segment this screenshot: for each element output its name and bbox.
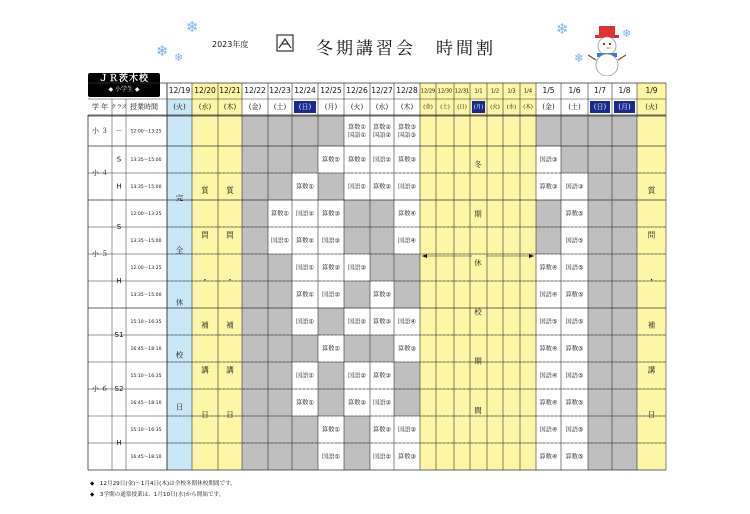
closed-column bbox=[167, 99, 192, 470]
gray-cell bbox=[344, 281, 370, 308]
time-label: 13:35～15:00 bbox=[130, 185, 162, 190]
weekday-label: (火) bbox=[645, 103, 658, 111]
weekday-label: (水) bbox=[198, 103, 212, 111]
gray-cell bbox=[242, 443, 268, 470]
gray-cell bbox=[612, 200, 637, 227]
weekday-label: (水) bbox=[375, 103, 389, 111]
winter-break-label: 休 bbox=[474, 258, 482, 268]
weekday-label: (火) bbox=[490, 104, 500, 111]
lesson-label: 国語③ bbox=[398, 426, 416, 434]
lesson-cell bbox=[370, 116, 394, 146]
lesson-label: 算数③ bbox=[373, 291, 391, 299]
date-label: 12/20 bbox=[194, 86, 216, 95]
holiday-column bbox=[454, 83, 470, 470]
review-day-label: 質 bbox=[226, 185, 234, 195]
lesson-label: 国語⑤ bbox=[565, 372, 584, 380]
lesson-label: 国語① bbox=[322, 453, 340, 461]
weekday-label: (金) bbox=[248, 103, 262, 111]
review-day-label: 講 bbox=[201, 365, 209, 375]
lesson-label: 算数① bbox=[296, 399, 314, 407]
lesson-label: 国語⑤ bbox=[565, 264, 584, 272]
lesson-label: 国語① bbox=[296, 264, 314, 272]
gray-cell bbox=[612, 281, 637, 308]
lesson-label: 算数③ bbox=[539, 183, 558, 191]
lesson-label: 国語④ bbox=[539, 291, 558, 299]
lesson-label: 算数① bbox=[322, 156, 340, 164]
date-label: 1/8 bbox=[618, 86, 631, 95]
weekday-label: (月) bbox=[473, 104, 484, 111]
gray-cell bbox=[242, 200, 268, 227]
note-line: ◆ 12月29日(金)～1月4日(木)は全校冬期休校期間です。 bbox=[90, 481, 236, 487]
time-label: 15:10～16:35 bbox=[130, 428, 162, 433]
holiday-column bbox=[436, 83, 454, 470]
time-label: 13:35～15:00 bbox=[130, 158, 162, 163]
lesson-label: 国語① bbox=[348, 183, 366, 191]
gray-cell bbox=[588, 335, 612, 362]
lesson-label: 国語④ bbox=[398, 237, 416, 245]
review-day-label: ・ bbox=[226, 275, 234, 285]
gray-cell bbox=[268, 173, 292, 200]
grade-label: 小 ３ bbox=[91, 127, 109, 135]
gray-cell bbox=[242, 362, 268, 389]
gray-cell bbox=[242, 389, 268, 416]
review-day-label: 日 bbox=[647, 410, 656, 420]
gray-cell bbox=[268, 254, 292, 281]
lesson-label: 国語② bbox=[322, 291, 340, 299]
gray-cell bbox=[612, 308, 637, 335]
date-label: 12/30 bbox=[437, 88, 453, 95]
gray-cell bbox=[536, 116, 561, 146]
gray-cell bbox=[588, 173, 612, 200]
closed-day-label: 休 bbox=[175, 298, 184, 307]
lesson-label: 算数② bbox=[348, 399, 366, 407]
gray-cell bbox=[588, 227, 612, 254]
gray-cell bbox=[370, 335, 394, 362]
lesson-label: 国語② bbox=[373, 453, 391, 461]
holiday-column bbox=[520, 83, 536, 470]
gray-cell bbox=[588, 116, 612, 146]
weekday-label: (日) bbox=[593, 103, 607, 111]
class-label: S1 bbox=[114, 331, 124, 339]
gray-cell bbox=[588, 281, 612, 308]
gray-cell bbox=[612, 254, 637, 281]
weekday-label: (火) bbox=[350, 103, 364, 111]
weekday-label: (木) bbox=[400, 103, 414, 111]
time-label: 12:00～13:25 bbox=[130, 266, 162, 271]
date-label: 1/5 bbox=[542, 86, 555, 95]
date-label: 12/24 bbox=[294, 86, 316, 95]
time-label: 12:00～13:25 bbox=[130, 212, 162, 217]
gray-cell bbox=[536, 200, 561, 227]
weekday-label: (日) bbox=[298, 103, 312, 111]
lesson-label: 算数① bbox=[296, 183, 314, 191]
class-label: － bbox=[115, 127, 123, 135]
gray-cell bbox=[292, 443, 318, 470]
lesson-label: 国語④ bbox=[398, 318, 416, 326]
gray-cell bbox=[536, 227, 561, 254]
gray-cell bbox=[242, 227, 268, 254]
date-label: 12/23 bbox=[269, 86, 291, 95]
weekday-label: (土) bbox=[273, 103, 287, 111]
lesson-label: 国語⑤ bbox=[539, 318, 558, 326]
review-day-label: 質 bbox=[647, 185, 656, 195]
grade-label: 小 ５ bbox=[91, 250, 109, 258]
gray-cell bbox=[318, 389, 344, 416]
winter-break-label: 期 bbox=[474, 356, 482, 366]
lesson-label: 算数① bbox=[271, 210, 289, 218]
gray-cell bbox=[292, 146, 318, 173]
date-label: 12/29 bbox=[420, 88, 436, 95]
winter-break-label: 間 bbox=[474, 405, 482, 415]
gray-cell bbox=[394, 254, 420, 281]
weekday-label: (火) bbox=[173, 103, 186, 111]
school-name: ＪＲ茨木校 bbox=[98, 74, 149, 84]
gray-cell bbox=[394, 362, 420, 389]
gray-cell bbox=[268, 146, 292, 173]
lesson-label: 算数① bbox=[322, 345, 340, 353]
grade-label: 小 ４ bbox=[91, 169, 109, 177]
winter-break-label: 期 bbox=[474, 209, 482, 219]
lesson-label: 算数④ bbox=[539, 453, 558, 461]
review-day-label: 補 bbox=[201, 320, 209, 330]
lesson-label: 算数⑤ bbox=[565, 291, 584, 299]
lesson-label: 国語② bbox=[348, 318, 366, 326]
gray-cell bbox=[612, 389, 637, 416]
gray-cell bbox=[370, 254, 394, 281]
lesson-label: 算数① bbox=[296, 291, 314, 299]
closed-day-label: 校 bbox=[175, 350, 184, 360]
lesson-label: 算数④ bbox=[539, 399, 558, 407]
lesson-label: 算数④ bbox=[539, 345, 558, 353]
date-label: 1/2 bbox=[490, 88, 500, 95]
review-day-label: 補 bbox=[226, 320, 234, 330]
snowflake-icon: ❄ bbox=[556, 20, 569, 38]
date-label: 12/27 bbox=[371, 86, 393, 95]
review-day-label: 問 bbox=[226, 230, 234, 240]
gray-cell bbox=[242, 173, 268, 200]
gray-cell bbox=[394, 281, 420, 308]
gray-cell bbox=[268, 389, 292, 416]
time-label: 15:10～16:35 bbox=[130, 374, 162, 379]
gray-cell bbox=[612, 173, 637, 200]
gray-cell bbox=[242, 254, 268, 281]
gray-cell bbox=[588, 362, 612, 389]
lesson-label: 国語② bbox=[373, 132, 391, 139]
snowflake-icon: ❄ bbox=[574, 51, 585, 65]
review-day-label: 日 bbox=[226, 410, 234, 420]
lesson-label: 算数① bbox=[348, 124, 366, 131]
lesson-label: 算数③ bbox=[398, 156, 416, 164]
gray-cell bbox=[242, 335, 268, 362]
class-label: S bbox=[116, 155, 122, 164]
date-label: 12/19 bbox=[168, 86, 191, 95]
gray-cell bbox=[268, 362, 292, 389]
holiday-column bbox=[503, 83, 520, 470]
review-day-label: 日 bbox=[201, 410, 209, 420]
weekday-label: (木) bbox=[223, 103, 237, 111]
lesson-label: 算数③ bbox=[398, 124, 416, 131]
lesson-label: 算数③ bbox=[398, 345, 416, 353]
gray-cell bbox=[268, 281, 292, 308]
lesson-label: 算数③ bbox=[373, 318, 391, 326]
gray-cell bbox=[394, 389, 420, 416]
winter-break-label: 冬 bbox=[474, 160, 482, 170]
review-day-label: 質 bbox=[201, 185, 209, 195]
gray-cell bbox=[612, 362, 637, 389]
school-subtitle: ◆ 小学生 ◆ bbox=[108, 86, 140, 93]
date-label: 12/21 bbox=[219, 86, 241, 95]
lesson-label: 国語② bbox=[296, 210, 314, 218]
closed-day-label: 完 bbox=[175, 193, 184, 203]
lesson-label: 算数④ bbox=[398, 210, 416, 218]
class-label: H bbox=[116, 182, 122, 191]
holiday-column bbox=[487, 83, 503, 470]
weekday-label: (月) bbox=[324, 103, 338, 111]
lesson-label: 算数② bbox=[348, 156, 366, 164]
grade-header: 学 年 bbox=[91, 103, 109, 111]
gray-cell bbox=[318, 362, 344, 389]
grade-label: 小 ６ bbox=[91, 385, 109, 393]
review-day-label: 問 bbox=[647, 230, 656, 240]
lesson-label: 算数② bbox=[322, 264, 340, 272]
lesson-label: 算数⑤ bbox=[565, 345, 584, 353]
time-label: 15:10～16:35 bbox=[130, 320, 162, 325]
lesson-label: 国語① bbox=[296, 318, 314, 326]
lesson-label: 国語⑤ bbox=[565, 318, 584, 326]
gray-cell bbox=[344, 416, 370, 443]
lesson-label: 国語① bbox=[296, 372, 314, 380]
time-label: 13:35～15:00 bbox=[130, 293, 162, 298]
gray-cell bbox=[268, 116, 292, 146]
school-year: 2023年度 bbox=[212, 40, 249, 49]
holiday-column bbox=[420, 83, 436, 470]
lesson-cell bbox=[344, 116, 370, 146]
weekday-label: (日) bbox=[457, 104, 467, 111]
snowflake-icon: ❄ bbox=[622, 27, 632, 40]
gray-cell bbox=[318, 308, 344, 335]
review-day-label: 補 bbox=[647, 320, 656, 330]
date-label: 1/6 bbox=[568, 86, 581, 95]
snowflake-icon: ❄ bbox=[174, 51, 184, 64]
snowflake-icon: ❄ bbox=[156, 42, 169, 60]
lesson-label: 算数③ bbox=[373, 372, 391, 380]
gray-cell bbox=[370, 227, 394, 254]
lesson-label: 算数① bbox=[322, 426, 340, 434]
lesson-label: 算数⑤ bbox=[565, 453, 584, 461]
gray-cell bbox=[612, 116, 637, 146]
gray-cell bbox=[292, 335, 318, 362]
date-label: 12/28 bbox=[396, 86, 418, 95]
gray-cell bbox=[292, 116, 318, 146]
time-label: 16:45～18:10 bbox=[130, 401, 162, 406]
review-day-label: 講 bbox=[647, 365, 656, 375]
gray-cell bbox=[588, 146, 612, 173]
class-label: H bbox=[116, 439, 122, 447]
lesson-label: 算数④ bbox=[539, 264, 558, 272]
lesson-label: 国語④ bbox=[539, 372, 558, 380]
gray-cell bbox=[588, 254, 612, 281]
gray-cell bbox=[242, 146, 268, 173]
class-label: H bbox=[116, 277, 122, 285]
class-label: S bbox=[116, 223, 122, 231]
gray-cell bbox=[612, 227, 637, 254]
weekday-label: (金) bbox=[423, 104, 433, 111]
date-label: 1/7 bbox=[593, 86, 607, 95]
closed-day-label: 全 bbox=[175, 245, 184, 255]
lesson-cell bbox=[394, 116, 420, 146]
closed-day-label: 日 bbox=[175, 402, 184, 412]
gray-cell bbox=[344, 227, 370, 254]
lesson-label: 国語⑤ bbox=[565, 426, 584, 434]
date-label: 12/26 bbox=[346, 86, 368, 95]
gray-cell bbox=[242, 116, 268, 146]
time-header: 授業時間 bbox=[130, 103, 158, 111]
date-label: 1/4 bbox=[523, 88, 533, 95]
weekday-label: (月) bbox=[618, 103, 631, 111]
time-label: 13:35～15:00 bbox=[130, 239, 162, 244]
gray-cell bbox=[588, 389, 612, 416]
lesson-label: 国語① bbox=[348, 132, 366, 139]
lesson-label: 国語① bbox=[271, 237, 289, 245]
lesson-label: 算数⑤ bbox=[565, 210, 584, 218]
date-label: 1/3 bbox=[507, 88, 516, 95]
gray-cell bbox=[318, 116, 344, 146]
lesson-label: 国語③ bbox=[565, 183, 584, 191]
lesson-label: 国語③ bbox=[348, 264, 366, 272]
gray-cell bbox=[268, 308, 292, 335]
review-day-label: 講 bbox=[226, 365, 234, 375]
lesson-label: 算数③ bbox=[322, 210, 340, 218]
gray-cell bbox=[612, 335, 637, 362]
date-label: 12/25 bbox=[320, 86, 342, 95]
gray-cell bbox=[268, 443, 292, 470]
lesson-label: 国語③ bbox=[398, 132, 416, 139]
class-header: クラス bbox=[110, 104, 128, 111]
review-day-label: ・ bbox=[647, 275, 656, 285]
gray-cell bbox=[612, 416, 637, 443]
lesson-label: 算数② bbox=[373, 124, 391, 131]
gray-cell bbox=[344, 335, 370, 362]
winter-break-label: 校 bbox=[474, 307, 482, 317]
lesson-label: 算数⑤ bbox=[565, 399, 584, 407]
lesson-label: 国語② bbox=[373, 156, 391, 164]
weekday-label: (金) bbox=[542, 103, 555, 111]
gray-cell bbox=[612, 146, 637, 173]
gray-cell bbox=[344, 200, 370, 227]
lesson-label: 国語③ bbox=[539, 156, 558, 164]
time-label: 12:00～13:25 bbox=[130, 129, 162, 135]
date-label: 1/9 bbox=[645, 86, 658, 95]
note-line: ◆ 3学期の通常授業は、1月10日(水)から開始です。 bbox=[90, 492, 225, 498]
gray-cell bbox=[588, 416, 612, 443]
review-day-label: 問 bbox=[201, 230, 209, 240]
gray-cell bbox=[612, 443, 637, 470]
gray-cell bbox=[344, 443, 370, 470]
gray-cell bbox=[268, 335, 292, 362]
page-title: 冬期講習会 時間割 bbox=[316, 39, 496, 59]
weekday-label: (水) bbox=[506, 104, 517, 111]
gray-cell bbox=[561, 116, 588, 146]
date-label: 12/22 bbox=[244, 86, 266, 95]
gray-cell bbox=[588, 443, 612, 470]
lesson-label: 国語⑤ bbox=[565, 237, 584, 245]
weekday-label: (土) bbox=[568, 103, 581, 111]
class-label: S2 bbox=[114, 385, 124, 393]
gray-cell bbox=[561, 146, 588, 173]
lesson-label: 算数③ bbox=[398, 453, 416, 461]
gray-cell bbox=[588, 200, 612, 227]
date-label: 1/1 bbox=[474, 88, 483, 95]
weekday-label: (木) bbox=[523, 104, 533, 111]
lesson-label: 国語③ bbox=[373, 399, 391, 407]
lesson-label: 算数② bbox=[373, 426, 391, 434]
gray-cell bbox=[242, 308, 268, 335]
time-label: 16:45～18:10 bbox=[130, 347, 162, 352]
time-label: 16:45～18:10 bbox=[130, 455, 162, 460]
lesson-label: 算数② bbox=[373, 183, 391, 191]
lesson-label: 国語② bbox=[348, 372, 366, 380]
lesson-label: 国語③ bbox=[322, 237, 340, 245]
gray-cell bbox=[318, 173, 344, 200]
lesson-label: 国語④ bbox=[539, 426, 558, 434]
gray-cell bbox=[242, 416, 268, 443]
snowflake-icon: ❄ bbox=[186, 18, 199, 36]
gray-cell bbox=[370, 200, 394, 227]
weekday-label: (土) bbox=[440, 104, 450, 111]
gray-cell bbox=[242, 281, 268, 308]
gray-cell bbox=[268, 416, 292, 443]
lesson-label: 算数② bbox=[296, 237, 314, 245]
gray-cell bbox=[292, 416, 318, 443]
review-day-label: ・ bbox=[201, 275, 209, 285]
lesson-label: 国語② bbox=[398, 183, 416, 191]
gray-cell bbox=[588, 308, 612, 335]
date-label: 12/31 bbox=[454, 88, 470, 95]
